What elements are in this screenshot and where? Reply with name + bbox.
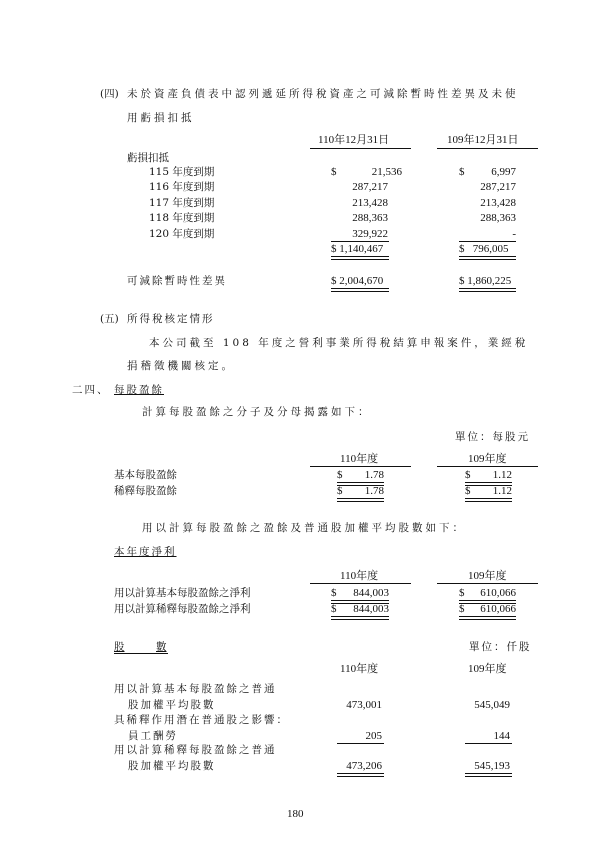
table-cell-110: 287,217 [352,181,388,193]
shares-column-110: 110年度 [340,663,379,675]
table-cell-110: 473,001 [346,699,382,711]
table-cell-109: - [512,228,516,240]
table-row-label: 117 年度到期 [149,197,215,209]
table-cell-109: 610,066 [480,603,516,615]
shares-title-b: 數 [156,641,167,653]
currency-symbol: $ [331,587,337,599]
table-row-label: 118 年度到期 [149,212,215,224]
table-cell-109: 213,428 [480,197,516,209]
currency-symbol: $ [331,603,337,615]
column-header-110: 110年12月31日 [318,134,390,146]
eps-header-rule-110 [310,466,411,467]
currency-symbol: $ [459,603,465,615]
table-cell-110: 213,428 [352,197,388,209]
section-five-paragraph-line2: 捐稽徵機關核定。 [127,360,235,372]
table-cell-109: 1.12 [492,485,512,497]
table-cell-110: 844,003 [353,587,389,599]
eps-double-rule [465,498,512,502]
shares-row2-label: 具稀釋作用潛在普通股之影響： [114,714,289,726]
table-row-label: 115 年度到期 [149,166,215,178]
eps-column-109: 109年度 [468,453,507,465]
shares-double-rule-110 [337,773,384,777]
total-109: $ 796,005 [459,243,509,255]
table-cell-110: 288,363 [352,212,388,224]
eps-intro-2: 用以計算每股盈餘之盈餘及普通股加權平均股數如下： [142,522,466,534]
table-cell-110: 473,206 [346,760,382,772]
table-cell-109: 288,363 [480,212,516,224]
currency-symbol: $ [465,485,471,497]
table-cell-110: 1.78 [364,469,384,481]
table-cell-109: 144 [493,730,510,742]
eps-intro: 計算每股盈餘之分子及分母揭露如下： [142,406,372,418]
table-cell-109: 287,217 [480,181,516,193]
unit-per-share: 單位：每股元 [455,431,530,443]
currency-symbol: $ [337,485,343,497]
deductible-differences-label: 可減除暫時性差異 [127,275,227,287]
deductible-double-rule-110 [331,288,389,292]
subtotal-rule-110 [331,241,389,242]
total-double-rule-110 [331,256,389,260]
table-cell-110: 329,922 [352,228,388,240]
currency-symbol: $ [337,469,343,481]
total-double-rule-109 [459,256,516,260]
currency-symbol: $ [331,166,337,178]
table-row-label: 用以計算基本每股盈餘之淨利 [114,587,251,599]
currency-symbol: $ [459,587,465,599]
total-110: $ 1,140,467 [331,243,384,255]
shares-row1-label-line1: 用以計算基本每股盈餘之普通 [114,683,277,695]
subtotal-rule-109 [459,241,516,242]
page-number: 180 [287,808,304,820]
deductible-110: $ 2,004,670 [331,275,384,287]
section-four-marker: (四) [100,88,119,100]
net-income-title: 本年度淨利 [114,546,177,558]
deductible-109: $ 1,860,225 [459,275,512,287]
section-24-title: 每股盈餘 [114,384,164,396]
shares-row4-label-line1: 用以計算稀釋每股盈餘之普通 [114,744,277,756]
table-cell-109: 610,066 [480,587,516,599]
section-five-marker: (五) [100,313,119,325]
section-four-title-line1: 未於資產負債表中認列遞延所得稅資產之可減除暫時性差異及未使 [127,88,519,100]
shares-column-109: 109年度 [468,663,507,675]
shares-double-rule-109 [465,773,512,777]
eps-column-110: 110年度 [340,453,379,465]
table-row-label: 基本每股盈餘 [114,469,177,481]
table-cell-109: 545,049 [474,699,510,711]
shares-title-underline [114,653,168,654]
table-row-label: 116 年度到期 [149,181,215,193]
table-cell-110: 21,536 [371,166,402,178]
column-header-109: 109年12月31日 [447,134,519,146]
table-cell-110: 844,003 [353,603,389,615]
shares-row1-label-line2: 股加權平均股數 [128,699,216,711]
section-five-paragraph-line1: 本公司截至 108 年度之營利事業所得稅結算申報案件，業經稅 [149,337,529,349]
net-column-109: 109年度 [468,570,507,582]
net-double-rule [331,616,389,620]
table-cell-109: 545,193 [474,760,510,772]
net-header-rule-110 [310,583,411,584]
table-cell-109: 1.12 [492,469,512,481]
net-header-rule-109 [437,583,538,584]
eps-header-rule-109 [437,466,538,467]
currency-symbol: $ [465,469,471,481]
column-header-rule-109 [437,148,538,149]
shares-subtotal-rule-109 [465,743,512,744]
currency-symbol: $ [459,166,465,178]
net-column-110: 110年度 [340,570,379,582]
section-24-marker: 二四、 [72,384,110,396]
deductible-double-rule-109 [459,288,516,292]
table-cell-109: 6,997 [491,166,516,178]
shares-row4-label-line2: 股加權平均股數 [128,760,216,772]
table-row-label: 用以計算稀釋每股盈餘之淨利 [114,603,251,615]
loss-carryforward-label: 虧損扣抵 [127,152,169,164]
column-header-rule-110 [310,148,411,149]
table-cell-110: 205 [365,730,382,742]
eps-double-rule [337,498,384,502]
shares-subtotal-rule-110 [337,743,384,744]
section-four-title-line2: 用虧損扣抵 [127,112,195,124]
section-five-title: 所得稅核定情形 [127,313,215,325]
table-row-label: 稀釋每股盈餘 [114,485,177,497]
table-row-label: 120 年度到期 [149,228,215,240]
shares-row3-label: 員工酬勞 [128,730,178,742]
table-cell-110: 1.78 [364,485,384,497]
shares-title-a: 股 [114,641,125,653]
net-double-rule [459,616,516,620]
unit-thousand-shares: 單位：仟股 [469,641,532,653]
